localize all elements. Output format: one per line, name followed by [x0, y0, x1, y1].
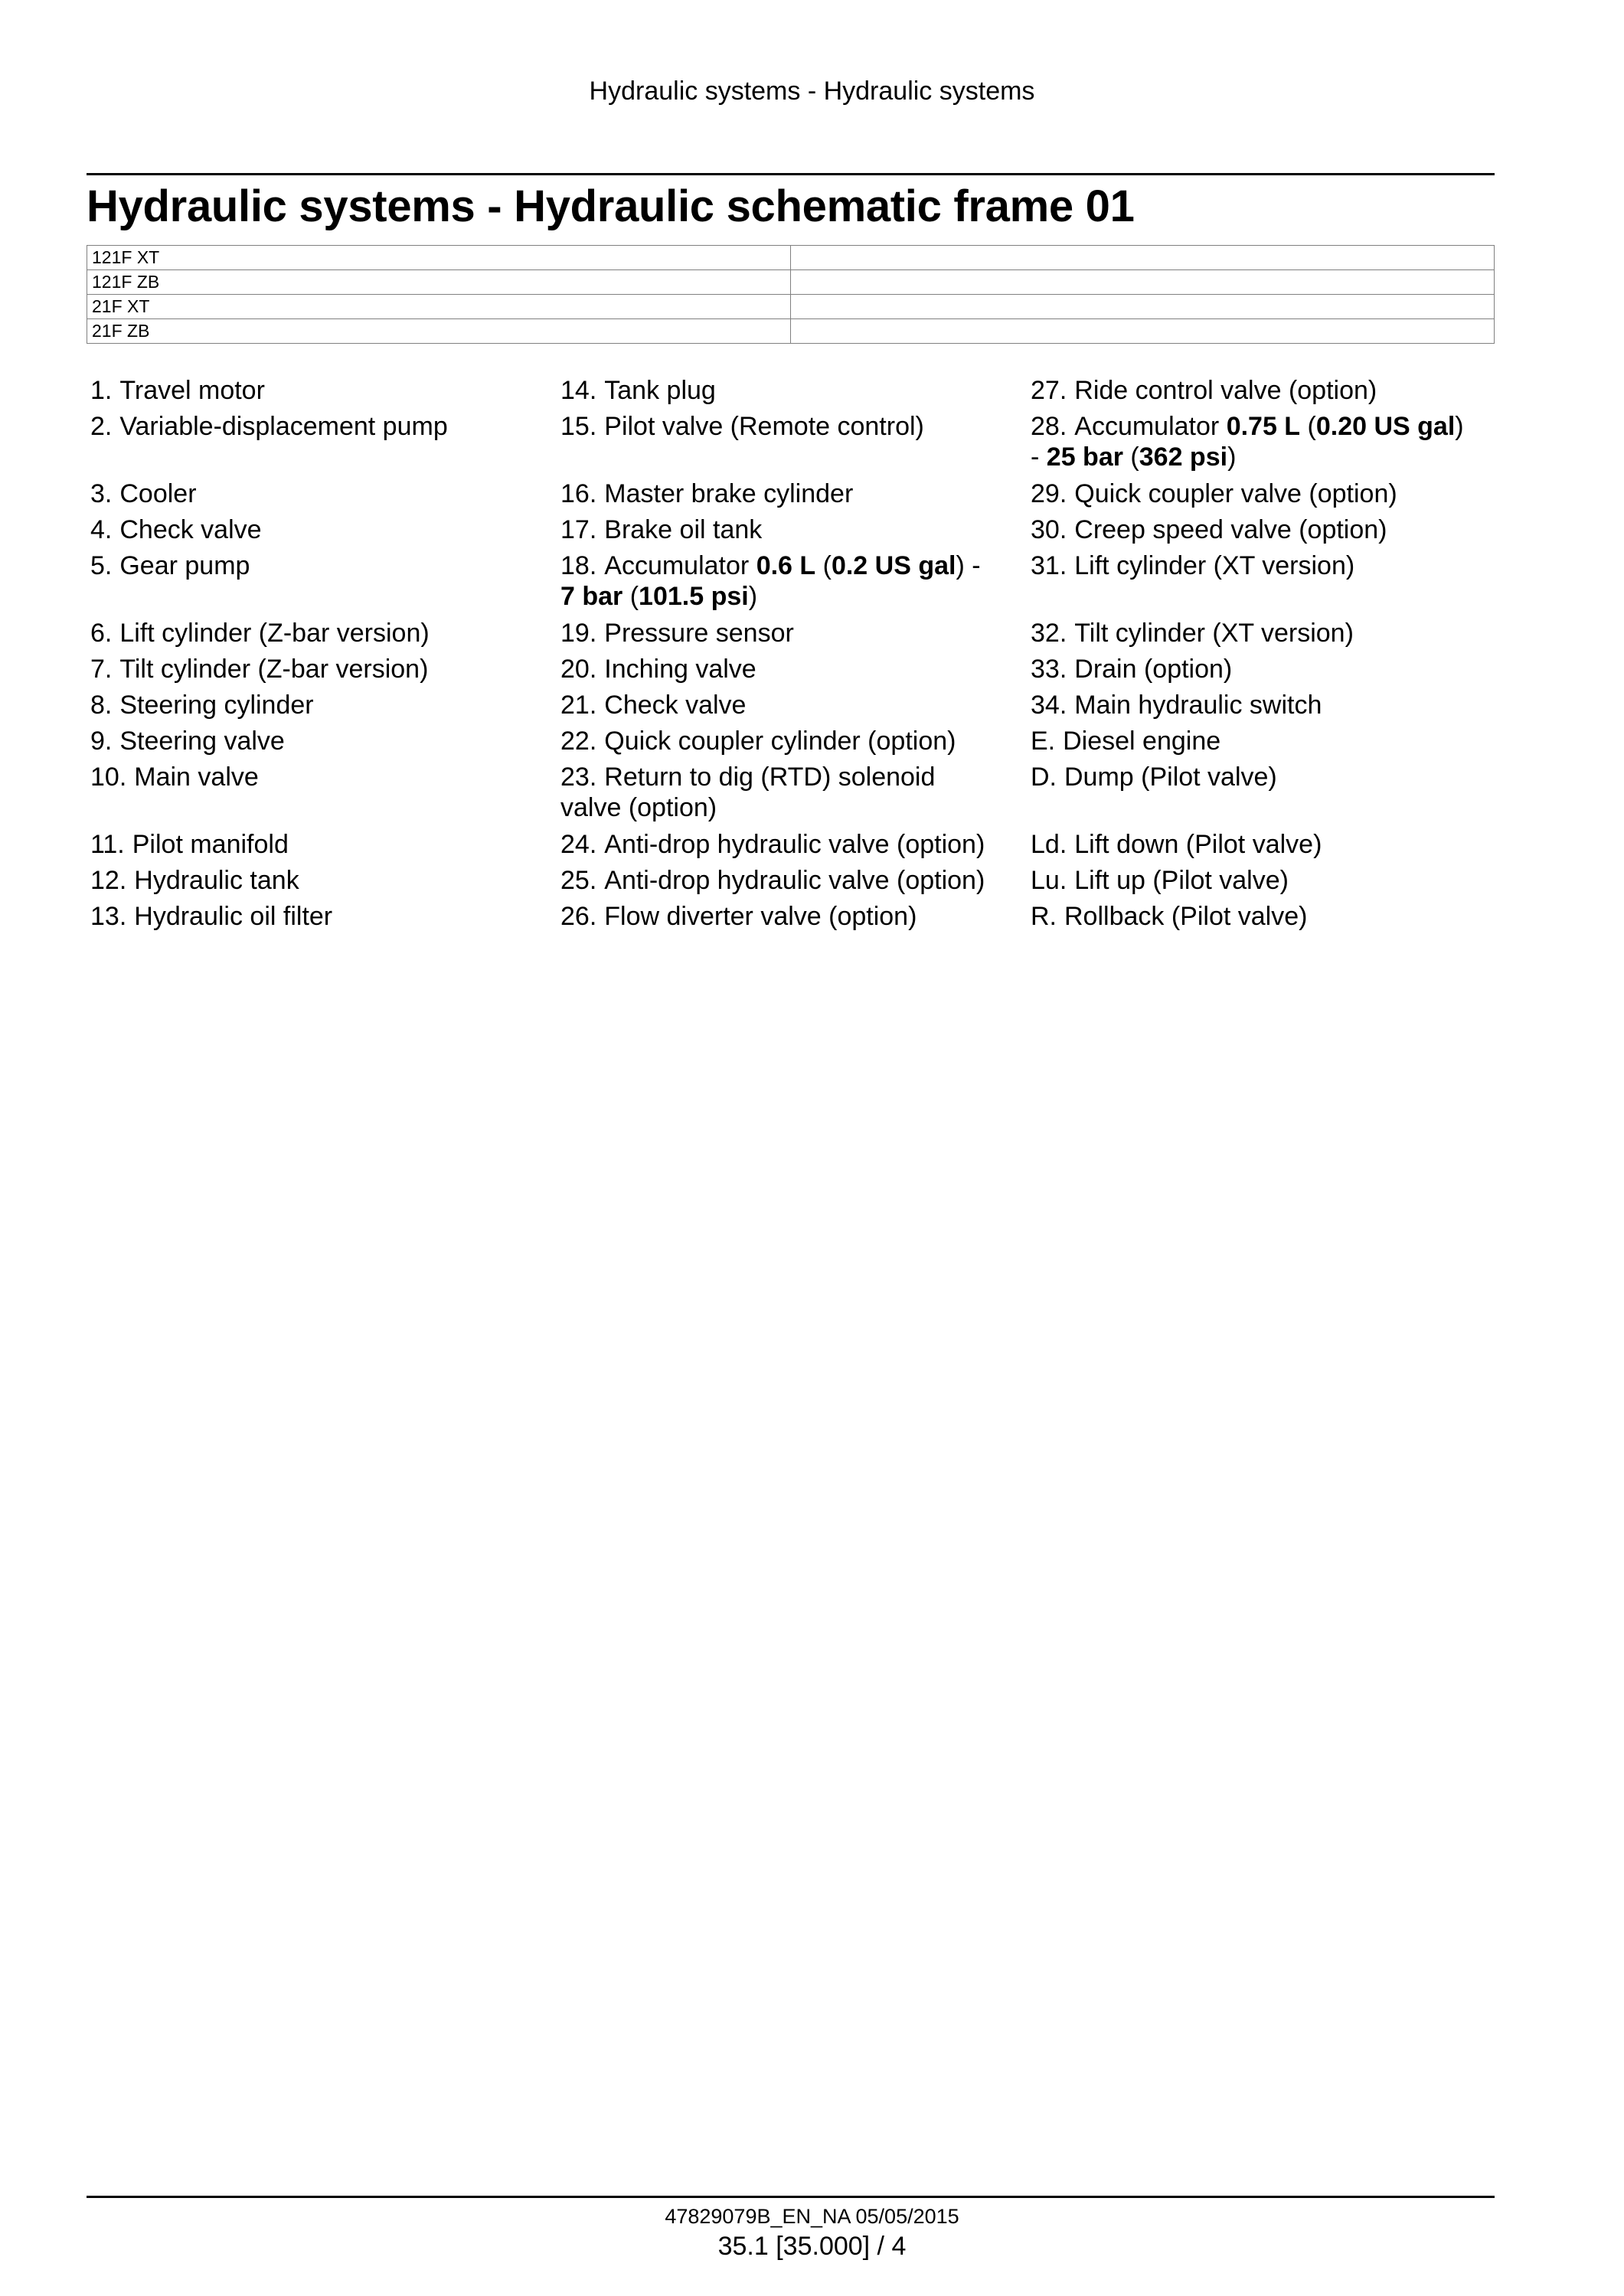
item-number: 23. [560, 763, 597, 792]
legend-item [560, 550, 1031, 612]
punct: ( [622, 582, 639, 611]
item-label: Hydraulic tank [134, 866, 299, 895]
footer-page-ref: 35.1 [35.000] / 4 [717, 2232, 907, 2261]
item-label: Lift down (Pilot valve) [1074, 830, 1322, 859]
page-title: Hydraulic systems - Hydraulic schematic frame 01 [87, 181, 1135, 231]
model-note [791, 295, 1495, 319]
spacer [749, 551, 756, 580]
item-label: Anti-drop hydraulic valve (option) [604, 866, 985, 895]
item-number: 4. [90, 515, 113, 544]
legend-item [90, 726, 560, 756]
header-rule [87, 173, 1495, 175]
legend-item [90, 411, 560, 442]
pressure-value: 25 bar [1046, 443, 1123, 472]
legend-row [90, 550, 1495, 612]
legend-item [90, 375, 560, 406]
punct: ( [1122, 443, 1139, 472]
punct: ) [748, 582, 758, 611]
legend-item [1031, 726, 1495, 756]
legend-item [560, 654, 1031, 684]
item-number: 18. [560, 551, 597, 580]
item-label: Cooler [119, 479, 197, 508]
punct: ( [1300, 412, 1316, 441]
model-note [791, 246, 1495, 270]
item-number: 17. [560, 515, 597, 544]
item-label: Diesel engine [1063, 727, 1221, 756]
legend-item [560, 762, 1031, 823]
item-number: 13. [90, 902, 127, 931]
item-label: Pilot manifold [132, 830, 289, 859]
legend-item [1031, 514, 1495, 545]
item-number: 25. [560, 866, 597, 895]
item-number: 12. [90, 866, 127, 895]
legend-item [1031, 762, 1495, 792]
item-label: Pilot valve (Remote control) [604, 412, 924, 441]
punct: ( [815, 551, 832, 580]
item-label: Master brake cylinder [604, 479, 854, 508]
legend-item [1031, 865, 1495, 896]
item-label: Accumulator [1074, 412, 1220, 441]
legend-item [1031, 654, 1495, 684]
item-label: Check valve [119, 515, 262, 544]
volume-value: 0.6 L [756, 551, 816, 580]
legend-item [560, 829, 1031, 860]
legend-item [1031, 375, 1495, 406]
item-number: 6. [90, 619, 113, 648]
punct: ) [1455, 412, 1464, 441]
footer-rule [87, 2196, 1495, 2198]
item-number: 7. [90, 655, 113, 684]
component-legend [90, 375, 1495, 932]
item-number: 34. [1031, 691, 1067, 720]
item-label: Inching valve [604, 655, 756, 684]
model-name: 21F XT [87, 295, 791, 319]
legend-item [560, 726, 1031, 756]
model-row [87, 246, 1495, 270]
legend-item [1031, 618, 1495, 648]
item-label: Rollback (Pilot valve) [1064, 902, 1308, 931]
model-note [791, 270, 1495, 295]
legend-row [90, 618, 1495, 648]
legend-item [1031, 550, 1495, 581]
item-label: Quick coupler valve (option) [1074, 479, 1397, 508]
legend-row [90, 865, 1495, 896]
item-label: Lift up (Pilot valve) [1074, 866, 1289, 895]
legend-row [90, 726, 1495, 756]
punct: ) [1227, 443, 1237, 472]
model-row [87, 270, 1495, 295]
item-number: 27. [1031, 376, 1067, 405]
volume-us-value: 0.20 US gal [1315, 412, 1456, 441]
item-label: Drain (option) [1074, 655, 1233, 684]
item-number: 30. [1031, 515, 1067, 544]
legend-item [90, 762, 560, 792]
item-label: Accumulator [604, 551, 750, 580]
legend-row [90, 375, 1495, 406]
pressure-value: 7 bar [560, 582, 623, 611]
legend-item [560, 375, 1031, 406]
item-number: 33. [1031, 655, 1067, 684]
legend-item [1031, 690, 1495, 720]
item-number: 14. [560, 376, 597, 405]
spacer [1219, 412, 1226, 441]
item-label: Anti-drop hydraulic valve (option) [604, 830, 985, 859]
item-number: 31. [1031, 551, 1067, 580]
legend-item [1031, 901, 1495, 932]
item-number: 10. [90, 763, 127, 792]
running-header: Hydraulic systems - Hydraulic systems [589, 77, 1035, 106]
item-number: 20. [560, 655, 597, 684]
item-number: 11. [90, 830, 125, 859]
item-label: Tilt cylinder (Z-bar version) [119, 655, 429, 684]
model-applicability-table [87, 245, 1495, 344]
item-label: Hydraulic oil filter [134, 902, 333, 931]
volume-value: 0.75 L [1226, 412, 1301, 441]
item-number: 28. [1031, 412, 1067, 441]
item-number: 24. [560, 830, 597, 859]
item-label: Check valve [604, 691, 747, 720]
legend-item [90, 550, 560, 581]
item-number: R. [1031, 902, 1057, 931]
item-number: 1. [90, 376, 113, 405]
item-number: 19. [560, 619, 597, 648]
item-number: 9. [90, 727, 113, 756]
legend-item [90, 654, 560, 684]
legend-row [90, 829, 1495, 860]
item-label: Pressure sensor [604, 619, 794, 648]
item-label: Tank plug [604, 376, 716, 405]
legend-item [560, 514, 1031, 545]
item-label: Steering cylinder [119, 691, 314, 720]
legend-row [90, 478, 1495, 509]
model-name: 121F XT [87, 246, 791, 270]
legend-item [90, 690, 560, 720]
item-label: Return to dig (RTD) solenoid [604, 763, 936, 792]
item-label: Quick coupler cylinder (option) [604, 727, 956, 756]
legend-row [90, 690, 1495, 720]
item-label-continued: valve (option) [560, 793, 717, 822]
item-number: 32. [1031, 619, 1067, 648]
model-row [87, 295, 1495, 319]
item-number: 21. [560, 691, 597, 720]
item-number: 26. [560, 902, 597, 931]
legend-item [560, 618, 1031, 648]
legend-item [1031, 829, 1495, 860]
item-label: Steering valve [119, 727, 285, 756]
item-number: 29. [1031, 479, 1067, 508]
item-label: Travel motor [119, 376, 265, 405]
punct: ) - [956, 551, 981, 580]
model-name: 121F ZB [87, 270, 791, 295]
legend-row [90, 514, 1495, 545]
legend-item [1031, 411, 1495, 472]
item-label: Dump (Pilot valve) [1064, 763, 1277, 792]
legend-item [560, 478, 1031, 509]
model-name: 21F ZB [87, 319, 791, 344]
item-number: 15. [560, 412, 597, 441]
item-label: Gear pump [119, 551, 250, 580]
item-number: 2. [90, 412, 113, 441]
item-number: 8. [90, 691, 113, 720]
model-note [791, 319, 1495, 344]
item-label: Brake oil tank [604, 515, 763, 544]
legend-row [90, 762, 1495, 823]
item-label: Main valve [134, 763, 259, 792]
item-label: Ride control valve (option) [1074, 376, 1377, 405]
footer-doc-ref: 47829079B_EN_NA 05/05/2015 [665, 2205, 959, 2228]
legend-item [560, 901, 1031, 932]
pressure-psi-value: 101.5 psi [639, 582, 749, 611]
item-number: Lu. [1031, 866, 1067, 895]
legend-item [560, 865, 1031, 896]
item-label: Tilt cylinder (XT version) [1074, 619, 1354, 648]
legend-item [560, 411, 1031, 442]
model-row [87, 319, 1495, 344]
item-label: Lift cylinder (XT version) [1074, 551, 1355, 580]
item-number: 16. [560, 479, 597, 508]
item-number: 22. [560, 727, 597, 756]
legend-item [1031, 478, 1495, 509]
legend-row [90, 654, 1495, 684]
item-number: D. [1031, 763, 1057, 792]
legend-row [90, 901, 1495, 932]
item-label: Lift cylinder (Z-bar version) [119, 619, 430, 648]
item-number: 5. [90, 551, 113, 580]
item-label: Variable-displacement pump [119, 412, 448, 441]
legend-item [90, 478, 560, 509]
legend-item [90, 901, 560, 932]
item-number: 3. [90, 479, 113, 508]
volume-us-value: 0.2 US gal [831, 551, 956, 580]
legend-item [90, 829, 560, 860]
legend-item [90, 514, 560, 545]
item-label: Creep speed valve (option) [1074, 515, 1387, 544]
item-label: Flow diverter valve (option) [604, 902, 917, 931]
pressure-psi-value: 362 psi [1139, 443, 1228, 472]
legend-item [90, 618, 560, 648]
legend-row [90, 411, 1495, 472]
legend-item [560, 690, 1031, 720]
legend-item [90, 865, 560, 896]
item-label: Main hydraulic switch [1074, 691, 1322, 720]
item-number: Ld. [1031, 830, 1067, 859]
item-number: E. [1031, 727, 1056, 756]
punct: - [1031, 443, 1047, 472]
